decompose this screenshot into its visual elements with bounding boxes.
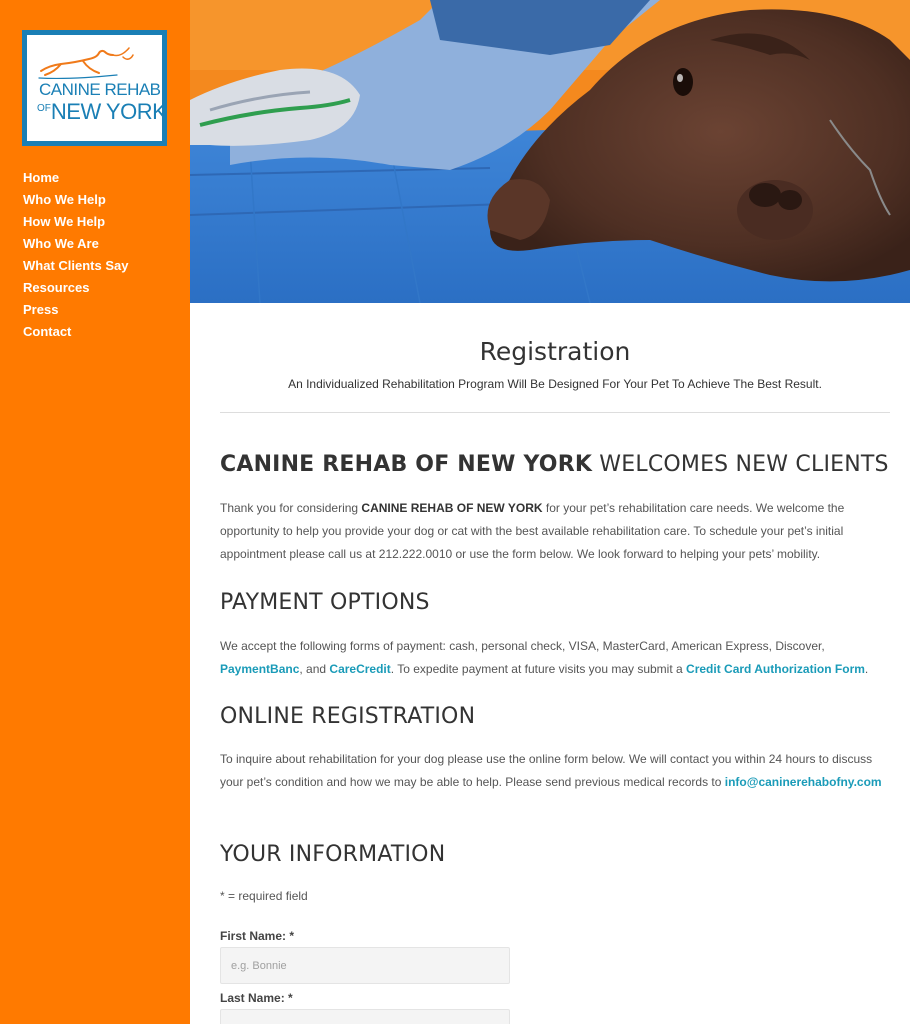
site-logo[interactable] (22, 30, 167, 146)
main-nav (23, 170, 128, 346)
nav-item-who-we-are[interactable]: Who We Are (23, 236, 99, 251)
logo-text-line2 (37, 98, 166, 126)
last-name-label: Last Name: * (220, 991, 293, 1005)
hero-image (190, 0, 910, 303)
welcome-text-after: for your pet’s rehabilitation care needs. We welcome the opportunity to help you provide your dog or cat with the best available rehabilitation care. To schedule your pet’s initial appointment please call us at 212.222.0010 or use the form below. We look forward to helping your pets’ mobility. (220, 501, 845, 561)
first-name-label: First Name: * (220, 929, 295, 943)
nav-item-home[interactable]: Home (23, 170, 60, 185)
welcome-heading (220, 452, 889, 477)
page-title: Registration (479, 337, 631, 366)
nav-item-press[interactable]: Press (23, 302, 59, 317)
required-field-note: * = required field (220, 889, 308, 903)
welcome-text-brand: CANINE REHAB OF NEW YORK (361, 501, 543, 515)
carecredit-link[interactable]: CareCredit (329, 662, 391, 676)
nav-item-contact[interactable]: Contact (23, 324, 72, 339)
running-dog-logo-icon (37, 45, 137, 81)
email-link[interactable]: info@caninerehabofny.com (724, 775, 882, 789)
nav-item-how-we-help[interactable]: How We Help (23, 214, 106, 229)
welcome-heading-rest: WELCOMES NEW CLIENTS (592, 452, 889, 477)
payment-paragraph (220, 635, 890, 681)
online-registration-paragraph (220, 748, 890, 794)
logo-inner (27, 35, 167, 141)
logo-text-line1: CANINE REHAB (39, 80, 161, 99)
nav-item-resources[interactable]: Resources (23, 280, 90, 295)
payment-text-1: We accept the following forms of payment: cash, personal check, VISA, MasterCard, American Express, Discover, (220, 639, 825, 653)
nav-item-what-clients-say[interactable]: What Clients Say (23, 258, 129, 273)
title-divider (220, 412, 890, 413)
welcome-text-before: Thank you for considering (220, 501, 362, 515)
payment-heading: PAYMENT OPTIONS (220, 590, 430, 615)
payment-text-2: , and (299, 662, 330, 676)
paymentbanc-link[interactable]: PaymentBanc (220, 662, 300, 676)
welcome-paragraph (220, 497, 890, 566)
online-registration-text: To inquire about rehabilitation for your dog please use the online form below. We will contact you within 24 hours to discuss your pet’s condition and how we may be able to help. Please send previous medical records to (220, 752, 873, 789)
welcome-heading-brand: CANINE REHAB OF NEW YORK (220, 452, 593, 477)
sidebar (0, 0, 190, 1024)
page-subtitle: An Individualized Rehabilitation Program Will Be Designed For Your Pet To Achieve The Best Result. (288, 377, 822, 391)
last-name-input[interactable] (220, 1009, 510, 1024)
your-information-heading: YOUR INFORMATION (220, 842, 446, 867)
nav-item-who-we-help[interactable]: Who We Help (23, 192, 106, 207)
online-registration-heading: ONLINE REGISTRATION (220, 704, 476, 729)
first-name-input[interactable] (220, 947, 510, 984)
logo-text-new-york: NEW YORK (50, 99, 167, 124)
credit-card-authorization-form-link[interactable]: Credit Card Authorization Form (686, 662, 865, 676)
hero-dog-on-mat-illustration (190, 0, 910, 303)
logo-text-of: OF (37, 103, 51, 114)
payment-text-3: . To expedite payment at future visits you may submit a (390, 662, 687, 676)
payment-text-4: . (864, 662, 869, 676)
